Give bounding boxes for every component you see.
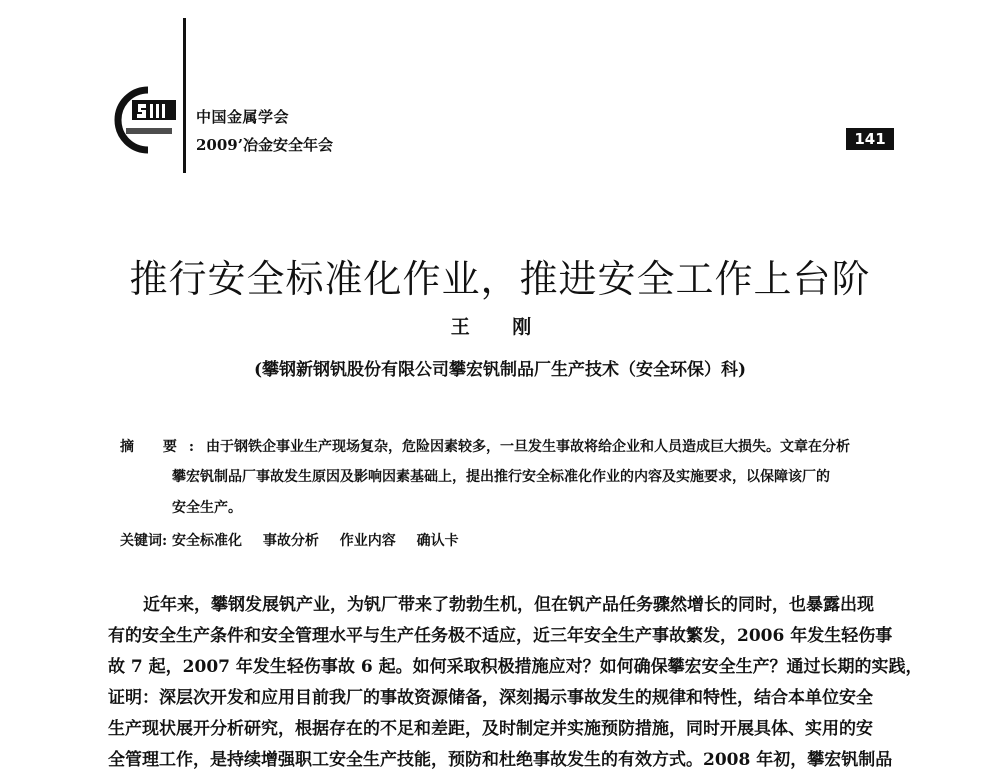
abstract-text: 由于钢铁企事业生产现场复杂，危险因素较多，一旦发生事故将给企业和人员造成巨大损失。文章在分析 — [206, 439, 851, 455]
organization-name: 中国金属学会 — [196, 108, 290, 126]
body-line: 全管理工作，是持续增强职工安全生产技能，预防和杜绝事故发生的有效方式。2008 年初，攀宏钒制品 — [108, 750, 893, 770]
keywords — [120, 530, 475, 550]
abstract-line — [120, 436, 890, 456]
body-line: 故 7 起，2007 年发生轻伤事故 6 起。如何采取积极措施应对？如何确保攀宏安全生产？通过长期的实践， — [108, 657, 923, 677]
keyword: 确认卡 — [416, 533, 459, 549]
body-line: 生产现状展开分析研究，根据存在的不足和差距，及时制定并实施预防措施，同时开展具体、实用的安 — [108, 719, 873, 739]
header-divider — [183, 18, 186, 173]
abstract-line: 安全生产。 — [172, 500, 242, 516]
keyword: 作业内容 — [339, 533, 396, 549]
abstract-line: 攀宏钒制品厂事故发生原因及影响因素基础上，提出推行安全标准化作业的内容及实施要求，以保障该厂的 — [172, 469, 830, 485]
conference-name: 2009’冶金安全年会 — [196, 136, 333, 154]
abstract-label: 摘 要: — [120, 439, 207, 455]
keywords-label: 关键词: — [120, 533, 168, 549]
author: 王 刚 — [450, 316, 550, 338]
keyword: 事故分析 — [262, 533, 319, 549]
body-line: 证明：深层次开发和应用目前我厂的事故资源储备，深刻揭示事故发生的规律和特性，结合本单位安全 — [108, 688, 873, 708]
affiliation: (攀钢新钢钒股份有限公司攀宏钒制品厂生产技术（安全环保）科) — [253, 360, 747, 380]
csm-logo-icon — [108, 86, 186, 154]
keyword: 安全标准化 — [172, 533, 243, 549]
paper-title: 推行安全标准化作业，推进安全工作上台阶 — [129, 257, 871, 301]
page-number: 141 — [846, 128, 894, 150]
body-line: 有的安全生产条件和安全管理水平与生产任务极不适应，近三年安全生产事故繁发，2006 年发生轻伤事 — [108, 626, 893, 646]
body-line: 近年来，攀钢发展钒产业，为钒厂带来了勃勃生机，但在钒产品任务骤然增长的同时，也暴露出现 — [143, 595, 874, 615]
